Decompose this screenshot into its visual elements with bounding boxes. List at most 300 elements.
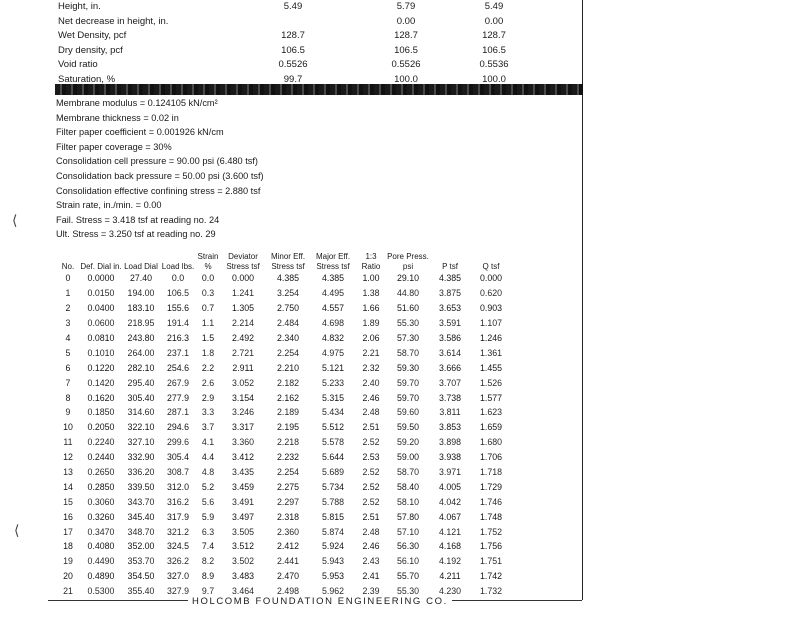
scan-mark-left-upper: ⟨ <box>12 212 18 228</box>
table-cell: 2.412 <box>276 541 299 552</box>
table-row <box>56 524 512 539</box>
scan-mark-left-lower: ⟨ <box>14 522 20 538</box>
table-cell: 0.3 <box>201 288 215 299</box>
table-cell: 191.4 <box>166 318 189 329</box>
property-value: 0.5526 <box>278 59 308 70</box>
table-cell: 56.10 <box>396 556 419 567</box>
table-cell: 58.70 <box>396 347 419 358</box>
table-cell: 0.1620 <box>87 392 115 403</box>
table-cell: 3.7 <box>201 422 215 433</box>
table-cell: 317.9 <box>166 511 189 522</box>
table-cell: 5.788 <box>321 496 344 507</box>
table-cell: 0.0 <box>171 273 185 284</box>
footer-company-name: HOLCOMB FOUNDATION ENGINEERING CO. <box>188 596 452 607</box>
table-cell: 264.00 <box>127 347 155 358</box>
table-cell: 1.361 <box>479 347 502 358</box>
table-cell: 2.218 <box>276 437 299 448</box>
property-value: 5.79 <box>396 1 416 12</box>
table-cell: 4.8 <box>201 467 215 478</box>
column-header: Deviator Stress tsf <box>226 252 260 271</box>
table-cell: 8 <box>65 392 71 403</box>
table-cell: 3.898 <box>438 437 461 448</box>
table-cell: 3.3 <box>201 407 215 418</box>
table-cell: 0.2050 <box>87 422 115 433</box>
table-row <box>56 316 512 331</box>
table-cell: 55.30 <box>396 586 419 597</box>
table-cell: 0 <box>65 273 71 284</box>
table-cell: 322.10 <box>127 422 155 433</box>
test-notes <box>56 96 581 242</box>
table-cell: 2.254 <box>276 467 299 478</box>
table-cell: 106.5 <box>166 288 189 299</box>
table-cell: 1.305 <box>231 303 254 314</box>
table-cell: 2.195 <box>276 422 299 433</box>
table-cell: 16 <box>63 511 73 522</box>
table-cell: 0.4490 <box>87 556 115 567</box>
table-cell: 305.4 <box>166 452 189 463</box>
table-cell: 287.1 <box>166 407 189 418</box>
table-cell: 1.5 <box>201 333 215 343</box>
table-cell: 1.66 <box>362 303 380 314</box>
table-cell: 4.211 <box>439 571 461 582</box>
table-cell: 0.0400 <box>87 303 115 314</box>
table-cell: 5.924 <box>321 541 344 552</box>
table-cell: 353.70 <box>127 556 155 567</box>
table-cell: 1.1 <box>201 318 215 329</box>
table-cell: 2.210 <box>276 362 299 373</box>
table-cell: 0.0 <box>201 273 215 284</box>
note-line: Membrane thickness = 0.02 in <box>56 112 179 123</box>
table-cell: 3.707 <box>438 377 461 388</box>
property-value: 5.49 <box>283 1 303 12</box>
table-cell: 59.00 <box>396 452 419 463</box>
table-cell: 1 <box>65 288 71 299</box>
column-header: No. <box>61 261 75 271</box>
table-cell: 3.052 <box>231 377 254 388</box>
table-cell: 1.455 <box>479 362 502 373</box>
table-cell: 2.51 <box>362 422 380 433</box>
table-row <box>56 331 512 346</box>
property-row <box>58 58 578 73</box>
table-row <box>56 569 512 584</box>
table-cell: 1.752 <box>479 526 502 537</box>
column-header: Load Dial <box>124 261 158 271</box>
table-cell: 9 <box>65 407 71 418</box>
table-cell: 327.0 <box>166 571 189 582</box>
table-cell: 11 <box>63 437 73 448</box>
table-cell: 2.498 <box>276 586 299 597</box>
property-value: 106.5 <box>281 44 305 56</box>
column-header: Strain % <box>197 252 219 271</box>
table-cell: 3.586 <box>438 333 461 343</box>
table-cell: 1.241 <box>231 288 254 299</box>
table-cell: 7.4 <box>201 541 215 552</box>
table-cell: 1.729 <box>479 481 502 492</box>
table-cell: 267.9 <box>166 377 189 388</box>
table-row <box>56 405 512 420</box>
property-value: 100.0 <box>482 73 506 85</box>
table-cell: 327.9 <box>166 586 189 597</box>
table-cell: 0.0600 <box>87 318 115 329</box>
table-cell: 0.0000 <box>87 273 115 284</box>
table-row <box>56 390 512 405</box>
table-cell: 336.20 <box>127 467 155 478</box>
table-cell: 5.644 <box>321 452 344 463</box>
table-cell: 3.505 <box>231 526 254 537</box>
table-cell: 1.751 <box>479 556 502 567</box>
table-cell: 4.005 <box>438 481 461 492</box>
table-cell: 352.00 <box>127 541 155 552</box>
table-cell: 5 <box>65 347 71 358</box>
table-cell: 1.732 <box>479 586 502 597</box>
table-cell: 2.32 <box>362 362 380 373</box>
table-cell: 0.903 <box>479 303 502 314</box>
property-value: 99.7 <box>283 73 303 85</box>
table-cell: 194.00 <box>127 288 155 299</box>
table-cell: 2.51 <box>362 511 380 522</box>
table-cell: 4 <box>65 333 71 343</box>
table-cell: 9.7 <box>201 586 215 597</box>
column-header: Q tsf <box>482 261 500 271</box>
table-cell: 3.512 <box>231 541 254 552</box>
table-cell: 2.46 <box>362 392 380 403</box>
table-cell: 0.1010 <box>87 347 115 358</box>
table-cell: 15 <box>63 496 73 507</box>
note-line: Membrane modulus = 0.124105 kN/cm² <box>56 98 218 108</box>
table-cell: 4.168 <box>438 541 461 552</box>
table-cell: 5.434 <box>321 407 344 418</box>
table-cell: 2.340 <box>276 333 299 343</box>
table-cell: 0.2650 <box>87 467 115 478</box>
table-cell: 0.1220 <box>87 362 115 373</box>
property-value: 0.5526 <box>391 59 421 70</box>
table-cell: 2.189 <box>276 407 299 418</box>
note-line: Consolidation cell pressure = 90.00 psi (6.480 tsf) <box>56 156 258 167</box>
table-cell: 0.3470 <box>87 526 115 537</box>
table-cell: 0.2240 <box>87 437 115 448</box>
table-cell: 2.750 <box>276 303 299 314</box>
table-cell: 1.706 <box>479 452 502 463</box>
table-cell: 4.067 <box>438 511 461 522</box>
table-cell: 2 <box>65 303 71 314</box>
table-cell: 2.06 <box>362 333 380 343</box>
table-cell: 1.577 <box>479 392 502 403</box>
table-cell: 2.162 <box>276 392 299 403</box>
table-cell: 2.182 <box>276 377 299 388</box>
table-cell: 3.938 <box>438 452 461 463</box>
table-cell: 1.756 <box>479 541 502 552</box>
table-cell: 4.192 <box>438 556 461 567</box>
table-cell: 218.95 <box>127 318 155 329</box>
table-cell: 0.1850 <box>87 407 115 418</box>
table-row <box>56 360 512 375</box>
table-cell: 18 <box>63 541 73 552</box>
table-cell: 5.874 <box>321 526 344 537</box>
table-cell: 355.40 <box>127 586 155 597</box>
table-cell: 332.90 <box>127 452 155 463</box>
table-cell: 3.254 <box>276 288 299 299</box>
table-cell: 339.50 <box>127 481 155 492</box>
table-cell: 4.698 <box>321 318 344 329</box>
table-row <box>56 539 512 554</box>
table-cell: 3.435 <box>231 467 254 478</box>
table-cell: 2.254 <box>276 347 299 358</box>
table-cell: 243.80 <box>127 333 155 343</box>
table-cell: 10 <box>63 422 73 433</box>
table-row <box>56 494 512 509</box>
table-cell: 5.315 <box>321 392 344 403</box>
table-cell: 3.614 <box>438 347 461 358</box>
table-row <box>56 271 512 286</box>
note-line: Strain rate, in./min. = 0.00 <box>56 200 162 211</box>
table-cell: 2.484 <box>276 318 299 329</box>
table-cell: 0.7 <box>201 303 215 314</box>
table-cell: 2.52 <box>362 437 380 448</box>
table-cell: 4.495 <box>321 288 344 299</box>
column-header: Load lbs. <box>161 261 195 271</box>
table-cell: 343.70 <box>127 496 155 507</box>
note-line: Filter paper coefficient = 0.001926 kN/cm <box>56 127 224 138</box>
table-cell: 19 <box>63 556 73 567</box>
table-cell: 1.246 <box>479 333 502 343</box>
table-cell: 0.1420 <box>87 377 115 388</box>
table-cell: 5.121 <box>321 362 344 373</box>
table-cell: 51.60 <box>396 303 419 314</box>
table-cell: 21 <box>63 586 73 597</box>
table-cell: 0.3060 <box>87 496 115 507</box>
note-line: Filter paper coverage = 30% <box>56 141 172 152</box>
table-cell: 3.811 <box>439 407 461 418</box>
table-cell: 5.953 <box>321 571 344 582</box>
table-cell: 216.3 <box>166 333 189 343</box>
property-value: 106.5 <box>394 44 418 56</box>
table-cell: 4.385 <box>276 273 299 284</box>
table-cell: 59.70 <box>396 392 419 403</box>
table-cell: 277.9 <box>166 392 189 403</box>
table-cell: 2.52 <box>362 481 380 492</box>
table-cell: 1.748 <box>479 511 502 522</box>
table-cell: 0.0810 <box>87 333 115 343</box>
table-row <box>56 375 512 390</box>
table-cell: 1.659 <box>479 422 502 433</box>
table-cell: 4.1 <box>201 437 215 448</box>
table-cell: 57.10 <box>396 526 419 537</box>
test-readings-table <box>56 241 512 599</box>
table-cell: 7 <box>65 377 71 388</box>
table-cell: 1.746 <box>479 496 502 507</box>
property-value: 128.7 <box>482 30 506 41</box>
table-row <box>56 435 512 450</box>
table-cell: 2.21 <box>362 347 380 358</box>
table-cell: 299.6 <box>166 437 189 448</box>
table-cell: 3.666 <box>438 362 461 373</box>
table-cell: 3.360 <box>231 437 254 448</box>
table-cell: 3.853 <box>438 422 461 433</box>
property-row <box>58 0 578 15</box>
table-cell: 2.39 <box>362 586 380 597</box>
table-cell: 5.962 <box>321 586 344 597</box>
table-cell: 4.385 <box>321 273 344 284</box>
note-line: Consolidation back pressure = 50.00 psi (3.600 tsf) <box>56 170 264 181</box>
property-row <box>58 15 578 30</box>
table-cell: 8.2 <box>201 556 215 567</box>
table-cell: 3.971 <box>438 467 461 478</box>
table-cell: 5.233 <box>321 377 344 388</box>
table-cell: 3.412 <box>231 452 254 463</box>
table-cell: 4.385 <box>438 273 461 284</box>
table-cell: 308.7 <box>166 467 189 478</box>
note-line: Ult. Stress = 3.250 tsf at reading no. 29 <box>56 229 216 240</box>
table-cell: 1.680 <box>479 437 502 448</box>
table-cell: 5.689 <box>321 467 344 478</box>
table-cell: 2.721 <box>231 347 254 358</box>
specimen-properties <box>58 0 578 87</box>
test-readings-table-wrap <box>56 241 586 599</box>
table-cell: 3.459 <box>231 481 254 492</box>
table-cell: 0.620 <box>479 288 502 299</box>
table-cell: 2.48 <box>362 407 380 418</box>
table-cell: 8.9 <box>201 571 215 582</box>
table-cell: 3.653 <box>438 303 461 314</box>
table-cell: 59.50 <box>396 422 419 433</box>
property-label: Dry density, pcf <box>58 44 123 56</box>
table-cell: 1.742 <box>479 571 502 582</box>
table-cell: 0.2850 <box>87 481 115 492</box>
table-cell: 4.832 <box>321 333 344 343</box>
table-cell: 2.52 <box>362 496 380 507</box>
table-cell: 354.50 <box>127 571 155 582</box>
table-cell: 0.2440 <box>87 452 115 463</box>
table-cell: 3.738 <box>438 392 461 403</box>
table-cell: 55.30 <box>396 318 419 329</box>
property-value: 100.0 <box>394 73 418 85</box>
table-cell: 321.2 <box>166 526 189 537</box>
table-row <box>56 465 512 480</box>
property-value: 5.49 <box>484 1 504 12</box>
table-cell: 324.5 <box>166 541 189 552</box>
table-cell: 5.512 <box>321 422 344 433</box>
table-cell: 0.5300 <box>87 586 115 597</box>
table-cell: 155.6 <box>166 303 189 314</box>
table-cell: 326.2 <box>166 556 189 567</box>
property-value: 0.00 <box>484 15 504 27</box>
table-cell: 5.578 <box>321 437 344 448</box>
property-value: 0.5536 <box>479 59 509 70</box>
table-cell: 0.4080 <box>87 541 115 552</box>
property-value: 0.00 <box>396 15 416 27</box>
table-cell: 2.9 <box>201 392 215 403</box>
table-row <box>56 450 512 465</box>
table-cell: 0.3260 <box>87 511 115 522</box>
table-cell: 14 <box>63 481 73 492</box>
table-cell: 0.4890 <box>87 571 115 582</box>
table-cell: 3.497 <box>231 511 254 522</box>
property-value: 106.5 <box>482 44 506 56</box>
table-cell: 17 <box>63 526 73 537</box>
note-line: Consolidation effective confining stress = 2.880 tsf <box>56 185 261 196</box>
table-row <box>56 420 512 435</box>
table-cell: 59.60 <box>396 407 419 418</box>
table-cell: 316.2 <box>166 496 189 507</box>
table-cell: 2.53 <box>362 452 380 463</box>
table-cell: 1.107 <box>479 318 502 329</box>
table-cell: 0.000 <box>479 273 502 284</box>
table-cell: 58.10 <box>396 496 419 507</box>
table-cell: 1.8 <box>201 347 215 358</box>
table-cell: 5.734 <box>321 481 344 492</box>
property-value: 128.7 <box>281 30 305 41</box>
table-cell: 55.70 <box>396 571 419 582</box>
table-cell: 2.470 <box>276 571 299 582</box>
table-cell: 3.154 <box>231 392 254 403</box>
table-cell: 1.38 <box>362 288 380 299</box>
column-header: Minor Eff. Stress tsf <box>270 252 306 271</box>
table-cell: 6.3 <box>201 526 215 537</box>
table-cell: 327.10 <box>127 437 155 448</box>
table-cell: 345.40 <box>127 511 155 522</box>
table-cell: 4.4 <box>201 452 215 463</box>
property-label: Void ratio <box>58 59 98 70</box>
table-cell: 282.10 <box>127 362 155 373</box>
table-cell: 4.975 <box>321 347 344 358</box>
table-cell: 3.246 <box>231 407 254 418</box>
table-cell: 1.00 <box>362 273 380 284</box>
table-cell: 2.43 <box>362 556 380 567</box>
note-line: Fail. Stress = 3.418 tsf at reading no. 24 <box>56 214 220 225</box>
table-cell: 4.557 <box>321 303 344 314</box>
property-label: Saturation, % <box>58 73 116 85</box>
table-cell: 3.483 <box>231 571 254 582</box>
table-header-row <box>56 241 512 271</box>
table-cell: 2.48 <box>362 526 380 537</box>
table-cell: 4.121 <box>438 526 461 537</box>
table-cell: 13 <box>63 467 73 478</box>
table-row <box>56 554 512 569</box>
table-row <box>56 509 512 524</box>
column-header: Pore Press. psi <box>387 252 429 271</box>
table-cell: 294.6 <box>166 422 189 433</box>
table-cell: 2.441 <box>276 556 299 567</box>
table-cell: 3 <box>65 318 71 329</box>
table-cell: 56.30 <box>396 541 419 552</box>
table-cell: 6 <box>65 362 71 373</box>
table-cell: 2.492 <box>231 333 254 343</box>
property-label: Wet Density, pcf <box>58 30 127 41</box>
table-cell: 57.80 <box>396 511 419 522</box>
table-cell: 5.6 <box>201 496 215 507</box>
table-cell: 5.815 <box>321 511 344 522</box>
table-cell: 2.275 <box>276 481 299 492</box>
table-cell: 58.40 <box>396 481 419 492</box>
table-cell: 57.30 <box>396 333 419 343</box>
column-header: P tsf <box>442 261 458 271</box>
table-row <box>56 479 512 494</box>
table-cell: 3.464 <box>231 586 254 597</box>
table-cell: 59.20 <box>396 437 419 448</box>
table-cell: 3.491 <box>231 496 254 507</box>
property-label: Height, in. <box>58 1 101 12</box>
table-cell: 2.6 <box>201 377 215 388</box>
property-value: 128.7 <box>394 30 418 41</box>
table-cell: 27.40 <box>129 273 152 284</box>
property-row <box>58 44 578 59</box>
table-row <box>56 345 512 360</box>
table-cell: 305.40 <box>127 392 155 403</box>
table-row <box>56 301 512 316</box>
table-cell: 2.46 <box>362 541 380 552</box>
table-cell: 59.30 <box>396 362 419 373</box>
table-cell: 254.6 <box>166 362 189 373</box>
